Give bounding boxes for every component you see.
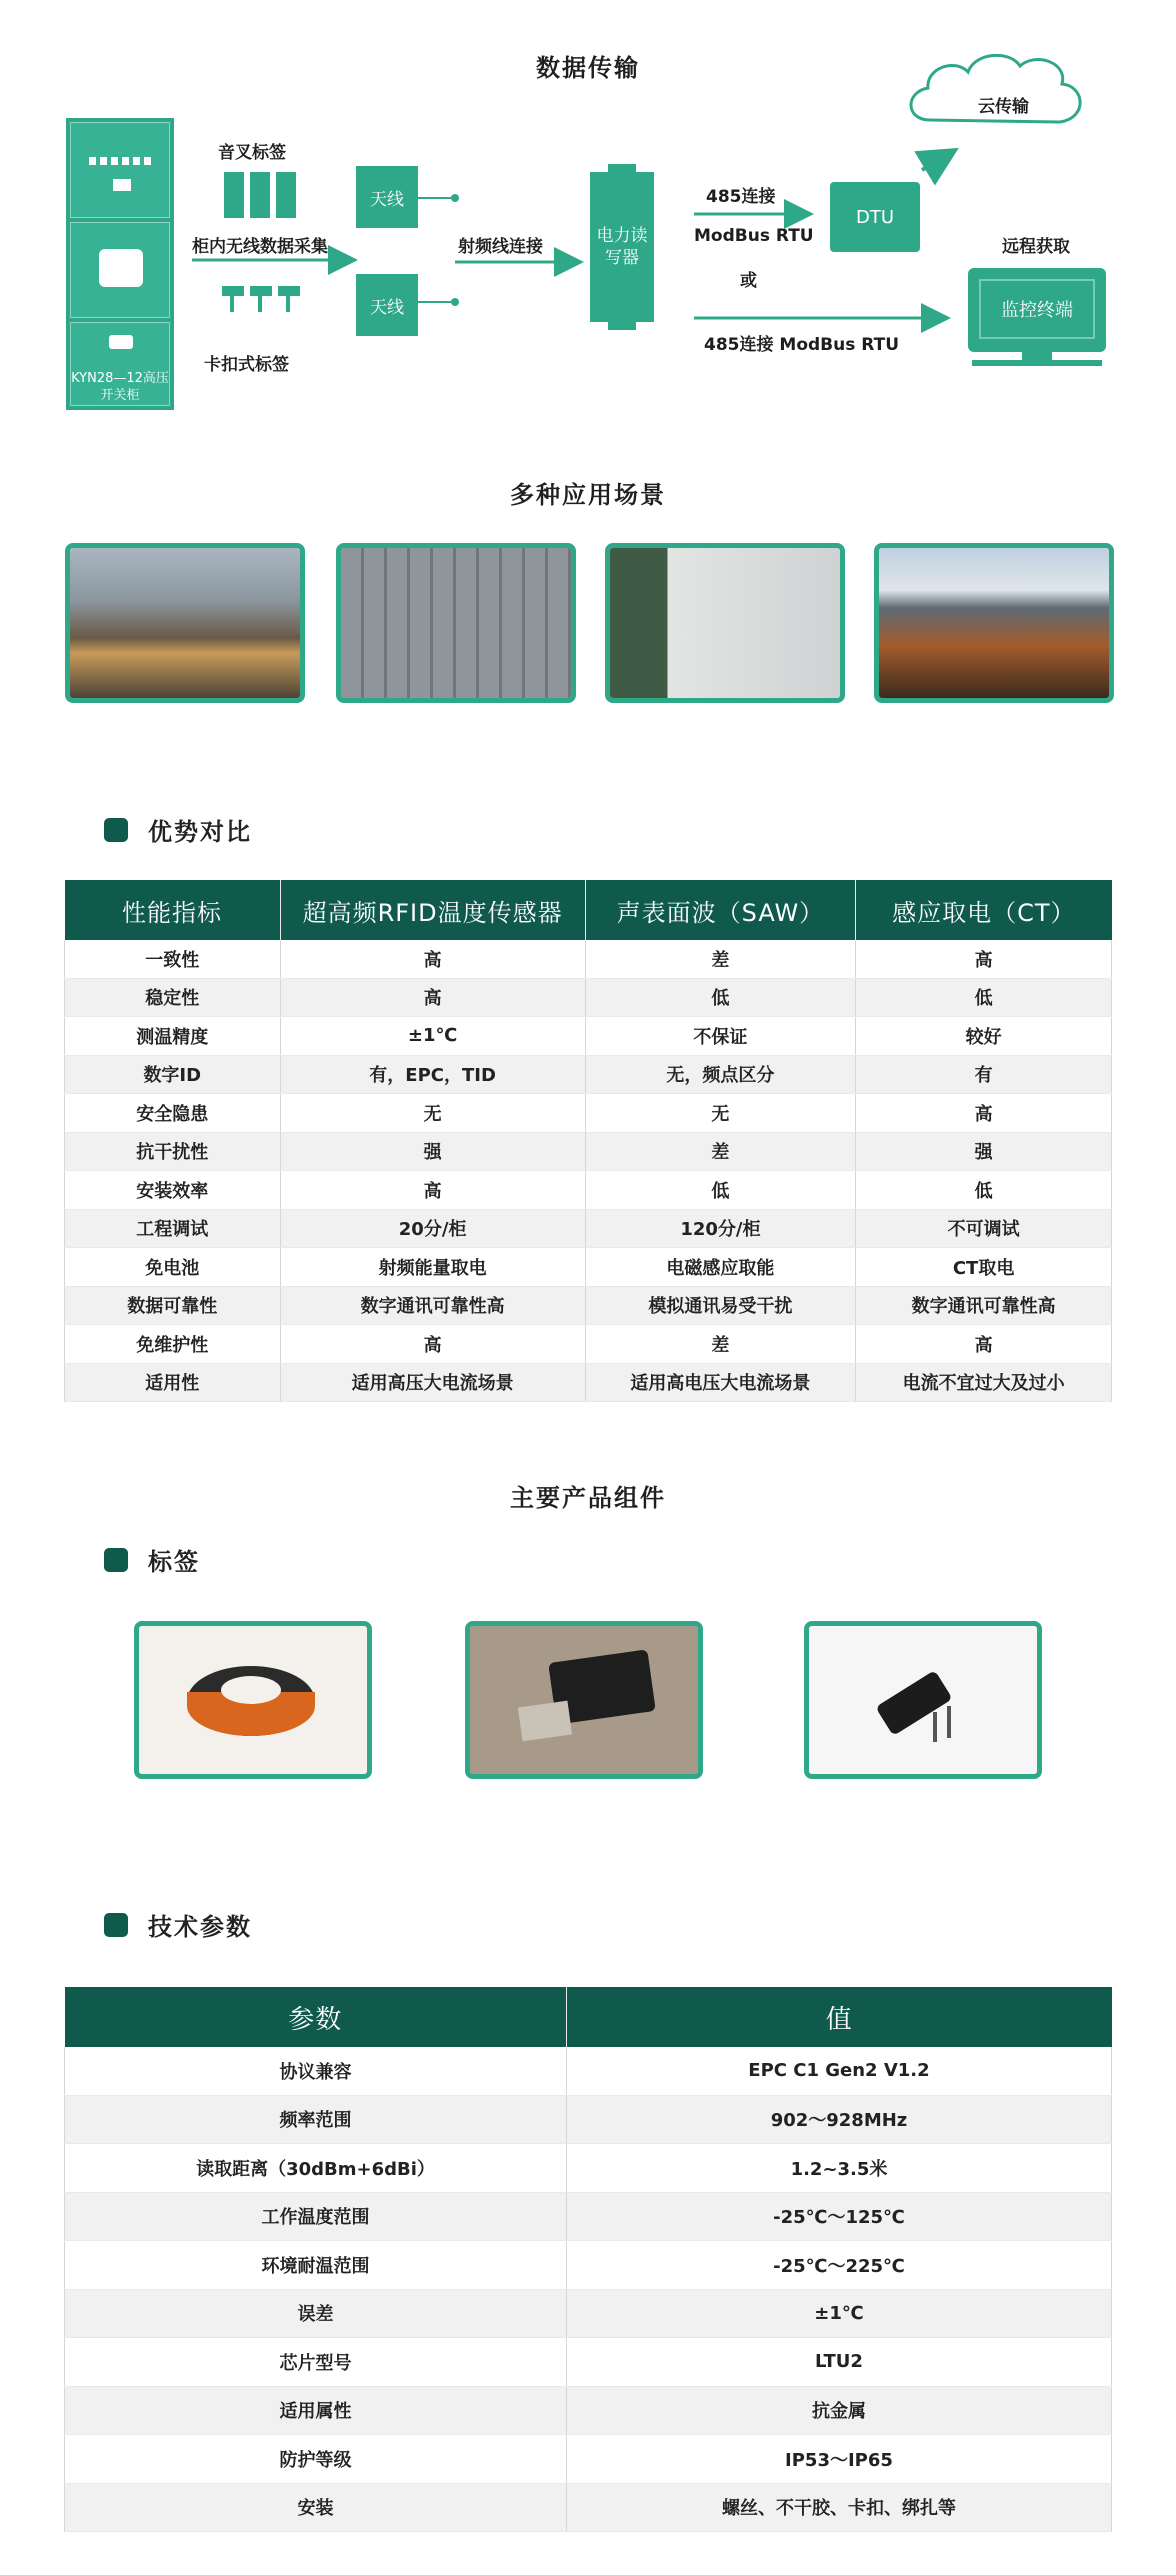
param-cell: 适用属性: [65, 2386, 567, 2435]
cloud-label: 云传输: [978, 97, 1029, 117]
value-cell: 电流不宜过大及过小: [856, 1363, 1112, 1402]
table-row: [65, 2192, 1112, 2241]
or-label: 或: [740, 271, 757, 291]
modbus-top-label: ModBus RTU: [694, 226, 814, 246]
comparison-table: [64, 880, 1112, 1402]
metric-cell: 适用性: [65, 1363, 281, 1402]
value-cell: 差: [585, 940, 855, 978]
metric-cell: 工程调试: [65, 1209, 281, 1248]
product-image-ring-tag: [134, 1621, 372, 1779]
value-cell: 电磁感应取能: [585, 1248, 855, 1287]
col-header: 性能指标: [65, 880, 281, 940]
table-row: [65, 2338, 1112, 2387]
value-cell: -25℃～125℃: [566, 2192, 1111, 2241]
comparison-header-row: [65, 880, 1112, 940]
value-cell: EPC C1 Gen2 V1.2: [566, 2047, 1111, 2095]
value-cell: 不保证: [585, 1017, 855, 1056]
rs485-top-label: 485连接: [706, 187, 776, 207]
value-cell: 数字通讯可靠性高: [856, 1286, 1112, 1325]
value-cell: 抗金属: [566, 2386, 1111, 2435]
value-cell: 较好: [856, 1017, 1112, 1056]
diagram-connectors: [0, 0, 1176, 440]
table-row: [65, 1132, 1112, 1171]
value-cell: 20分/柜: [280, 1209, 585, 1248]
comparison-heading-text: 优势对比: [148, 818, 252, 846]
param-cell: 环境耐温范围: [65, 2241, 567, 2290]
value-cell: 无: [585, 1094, 855, 1133]
param-cell: 误差: [65, 2289, 567, 2338]
dtu-label: DTU: [855, 206, 895, 228]
tags-heading-text: 标签: [148, 1548, 200, 1576]
section-title-components: 主要产品组件: [510, 1484, 666, 1512]
scenario-image-outdoor-cabinet: [605, 543, 845, 703]
metric-cell: 抗干扰性: [65, 1132, 281, 1171]
col-header: 参数: [65, 1987, 567, 2047]
specs-heading-text: 技术参数: [148, 1913, 252, 1941]
monitor-terminal-icon: [980, 280, 1094, 338]
table-row: [65, 1248, 1112, 1287]
table-row: [65, 2241, 1112, 2290]
square-bullet-icon: [104, 818, 128, 842]
cabinet-label: KYN28—12高压开关柜: [71, 371, 169, 403]
metric-cell: 一致性: [65, 940, 281, 978]
value-cell: CT取电: [856, 1248, 1112, 1287]
table-row: [65, 1363, 1112, 1402]
table-row: [65, 1209, 1112, 1248]
antenna-box-1: [356, 166, 418, 228]
value-cell: 差: [585, 1132, 855, 1171]
value-cell: IP53～IP65: [566, 2435, 1111, 2484]
value-cell: 模拟通讯易受干扰: [585, 1286, 855, 1325]
value-cell: 无，频点区分: [585, 1055, 855, 1094]
table-row: [65, 940, 1112, 978]
metric-cell: 稳定性: [65, 978, 281, 1017]
value-cell: 适用高电压大电流场景: [585, 1363, 855, 1402]
fork-tag-label: 音叉标签: [218, 143, 286, 163]
antenna-2-label: 天线: [370, 297, 404, 318]
collect-label: 柜内无线数据采集: [192, 237, 328, 257]
specs-heading: [104, 1907, 252, 1942]
param-cell: 芯片型号: [65, 2338, 567, 2387]
value-cell: 高: [280, 978, 585, 1017]
table-row: [65, 978, 1112, 1017]
metric-cell: 数字ID: [65, 1055, 281, 1094]
scenario-image-power-lines: [874, 543, 1114, 703]
antenna-1-label: 天线: [370, 189, 404, 210]
param-cell: 读取距离（30dBm+6dBi）: [65, 2144, 567, 2193]
value-cell: 高: [856, 1094, 1112, 1133]
value-cell: 无: [280, 1094, 585, 1133]
cabinet-middle-section: [70, 222, 170, 318]
table-row: [65, 2435, 1112, 2484]
value-cell: 螺丝、不干胶、卡扣、绑扎等: [566, 2483, 1111, 2532]
dtu-box: [830, 182, 920, 252]
tags-heading: [104, 1542, 200, 1577]
switchgear-cabinet-icon: [66, 118, 174, 410]
table-row: [65, 1094, 1112, 1133]
value-cell: ±1℃: [566, 2289, 1111, 2338]
section-title-scenarios: 多种应用场景: [510, 481, 666, 509]
param-cell: 工作温度范围: [65, 2192, 567, 2241]
value-cell: 902～928MHz: [566, 2095, 1111, 2144]
metric-cell: 测温精度: [65, 1017, 281, 1056]
table-row: [65, 1017, 1112, 1056]
metric-cell: 免维护性: [65, 1325, 281, 1364]
value-cell: 高: [280, 1325, 585, 1364]
square-bullet-icon: [104, 1548, 128, 1572]
table-row: [65, 2289, 1112, 2338]
value-cell: 强: [280, 1132, 585, 1171]
scenario-image-substation: [65, 543, 305, 703]
metric-cell: 数据可靠性: [65, 1286, 281, 1325]
section-title-data-transmission: 数据传输: [536, 54, 640, 82]
value-cell: 1.2~3.5米: [566, 2144, 1111, 2193]
cabinet-top-section: [70, 122, 170, 218]
value-cell: 低: [585, 1171, 855, 1210]
param-cell: 安装: [65, 2483, 567, 2532]
table-row: [65, 1171, 1112, 1210]
power-reader-box: [590, 172, 654, 322]
value-cell: -25℃～225℃: [566, 2241, 1111, 2290]
param-cell: 频率范围: [65, 2095, 567, 2144]
value-cell: 高: [856, 940, 1112, 978]
param-cell: 防护等级: [65, 2435, 567, 2484]
value-cell: 120分/柜: [585, 1209, 855, 1248]
table-row: [65, 2386, 1112, 2435]
value-cell: 数字通讯可靠性高: [280, 1286, 585, 1325]
square-bullet-icon: [104, 1913, 128, 1937]
col-header: 声表面波（SAW）: [585, 880, 855, 940]
value-cell: 高: [856, 1325, 1112, 1364]
param-cell: 协议兼容: [65, 2047, 567, 2095]
table-row: [65, 2483, 1112, 2532]
table-row: [65, 1055, 1112, 1094]
value-cell: 差: [585, 1325, 855, 1364]
comparison-heading: [104, 812, 252, 847]
metric-cell: 安全隐患: [65, 1094, 281, 1133]
value-cell: 有: [856, 1055, 1112, 1094]
metric-cell: 免电池: [65, 1248, 281, 1287]
monitor-terminal-label: 监控终端: [1001, 300, 1073, 321]
antenna-box-2: [356, 274, 418, 336]
table-row: [65, 2144, 1112, 2193]
value-cell: 有，EPC，TID: [280, 1055, 585, 1094]
col-header: 感应取电（CT）: [856, 880, 1112, 940]
table-row: [65, 1286, 1112, 1325]
rs485-bottom-label: 485连接 ModBus RTU: [704, 335, 899, 355]
scenario-image-switchgear-room: [336, 543, 576, 703]
value-cell: 低: [856, 1171, 1112, 1210]
value-cell: 高: [280, 1171, 585, 1210]
table-row: [65, 2047, 1112, 2095]
col-header: 超高频RFID温度传感器: [280, 880, 585, 940]
metric-cell: 安装效率: [65, 1171, 281, 1210]
specs-table: [64, 1987, 1112, 2532]
table-row: [65, 1325, 1112, 1364]
value-cell: 适用高压大电流场景: [280, 1363, 585, 1402]
value-cell: 低: [856, 978, 1112, 1017]
value-cell: 不可调试: [856, 1209, 1112, 1248]
remote-access-label: 远程获取: [1002, 237, 1070, 257]
product-image-clip-tag: [804, 1621, 1042, 1779]
value-cell: 高: [280, 940, 585, 978]
power-reader-label: 电力读写器: [596, 226, 648, 268]
value-cell: LTU2: [566, 2338, 1111, 2387]
value-cell: 射频能量取电: [280, 1248, 585, 1287]
value-cell: 低: [585, 978, 855, 1017]
value-cell: 强: [856, 1132, 1112, 1171]
data-transmission-diagram: [0, 0, 1176, 440]
clip-tag-label: 卡扣式标签: [204, 355, 289, 375]
rf-link-label: 射频线连接: [458, 237, 543, 257]
col-header: 值: [566, 1987, 1111, 2047]
specs-header-row: [65, 1987, 1112, 2047]
value-cell: ±1℃: [280, 1017, 585, 1056]
product-image-fork-tag: [465, 1621, 703, 1779]
table-row: [65, 2095, 1112, 2144]
